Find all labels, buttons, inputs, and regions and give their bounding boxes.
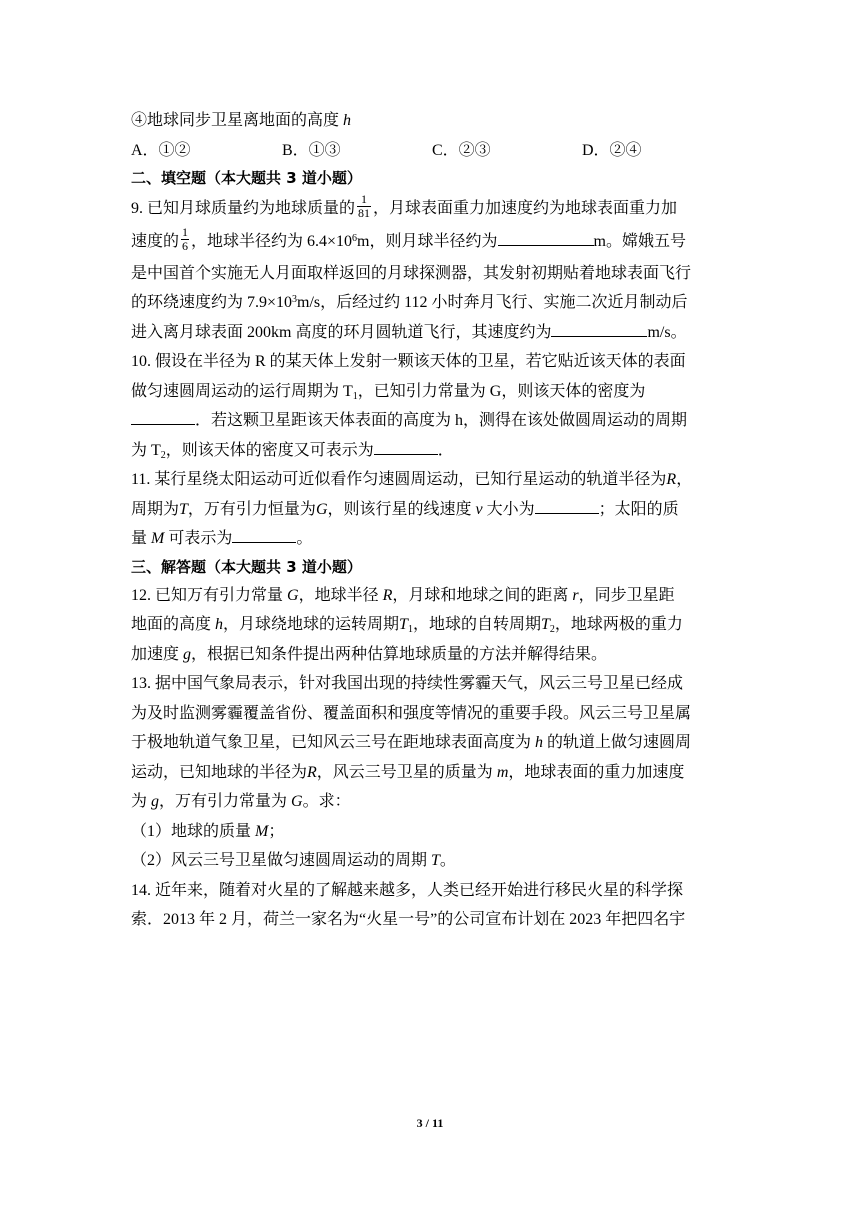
question-13: 13. 据中国气象局表示，针对我国出现的持续性雾霾天气，风云三号卫星已经成 为及时监测雾霾覆盖省份、覆盖面积和强度等情况的重要手段。风云三号卫星属 于极地轨道气象卫星，已知风云三号在距地球表面高度为 h 的轨道上做匀速圆周 运动，已知地球的半径为R，风云三号卫星的质量为 m，地球表面的重力加速度 为 g，万有引力常量为 G。求： （1）地球的质量 M； （2）风云三号卫星做匀速圆周运动的周期 T。 [131, 669, 741, 876]
option-a: A．①② [131, 141, 191, 159]
fraction: $\frac{1}{81}$ [358, 192, 371, 221]
answer-blank[interactable] [374, 437, 438, 455]
section-heading-solutions: 三、解答题（本大题共 3 道小题） [131, 557, 362, 576]
option-c: C．②③ [432, 141, 491, 159]
question-11: 11. 某行星绕太阳运动可近似看作匀速圆周运动，已知行星运动的轨道半径为R， 周期为T，万有引力恒量为G，则该行星的线速度 v 大小为 ；太阳的质 量 M 可表示为 。 [131, 471, 693, 547]
page-content [131, 106, 741, 935]
page-number: 3 / 11 [416, 1116, 444, 1130]
answer-blank[interactable] [131, 407, 195, 425]
answer-blank[interactable] [498, 228, 594, 246]
section-heading-fill-in: 二、填空题（本大题共 3 道小题） [131, 168, 362, 187]
answer-options [131, 136, 741, 165]
answer-blank[interactable] [535, 496, 599, 514]
fraction: $\frac{1}{6}$ [182, 225, 189, 254]
sub-question-2: （2）风云三号卫星做匀速圆周运动的周期 T。 [131, 852, 456, 869]
question-14: 14. 近年来，随着对火星的了解越来越多，人类已经开始进行移民火星的科学探 索．2013 年 2 月，荷兰一家名为“火星一号”的公司宣布计划在 2023 年把四名宇 [131, 881, 686, 928]
sub-question-1: （1）地球的质量 M； [131, 822, 285, 840]
option-item-4: ④地球同步卫星离地面的高度 h [131, 112, 352, 129]
question-12: 12. 已知万有引力常量 G，地球半径 R，月球和地球之间的距离 r，同步卫星距 地面的高度 h，月球绕地球的运转周期$T_1$，地球的自转周期$T_2$，地球两极的重力 加速度 g，根据已知条件提出两种估算地球质量的方法并解得结果。 [131, 586, 683, 663]
answer-blank[interactable] [551, 319, 647, 337]
answer-blank[interactable] [232, 525, 296, 543]
question-10: 10. 假设在半径为 R 的某天体上发射一颗该天体的卫星，若它贴近该天体的表面 做匀速圆周运动的运行周期为 $T_1$，已知引力常量为 G，则该天体的密度为 ．若这颗卫星距该天体表面的高度为 h，测得在该处做圆周运动的周期 为 $T_2$，则该天体的密度又可表示为 ． [131, 353, 688, 461]
option-d: D．②④ [582, 141, 642, 159]
option-b: B．①③ [282, 141, 341, 159]
question-9: 9. 已知月球质量约为地球质量的 $\frac{1}{81}$ ，月球表面重力加速度约为地球表面重力加 速度的 $\frac{1}{6}$ ，地球半径约为 $6.4\times 10^6m$，则月球半径约为 m。嫦娥五号 是中国首个实施无人月面取样返回的月球探测器，其发射初期贴着地球表面飞行 的环绕速度约为 $7.9\times 10^3m/s$，后经过约 112 小时奔月飞行、实施二次近月制动后 进入离月球表面 200km 高度的环月圆轨道飞行，其速度约为 m/s。 [131, 192, 692, 341]
